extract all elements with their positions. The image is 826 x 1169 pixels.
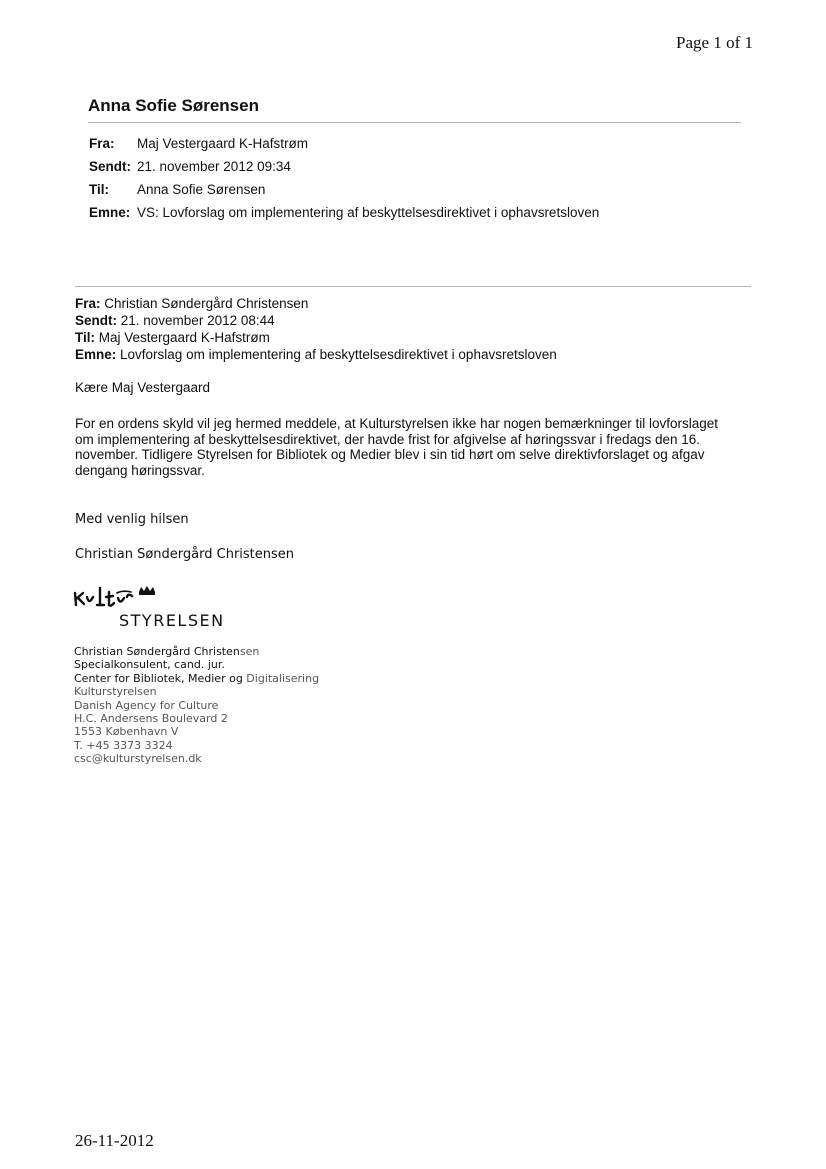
signature-title: Specialkonsulent, cand. jur. [74, 658, 225, 672]
sent-label: Sendt: [89, 159, 131, 174]
signature-city: 1553 København V [74, 725, 179, 739]
inner-sent-row [75, 312, 275, 329]
sent-value: 21. november 2012 09:34 [137, 159, 291, 174]
from-label: Fra: [75, 296, 101, 311]
inner-to-row [75, 329, 270, 346]
signature-name-part: sen [239, 645, 260, 658]
signature-org-english: Danish Agency for Culture [74, 698, 219, 712]
subject-value: Lovforslag om implementering af beskyttelsesdirektivet i ophavsretsloven [120, 347, 557, 362]
signature-name [74, 645, 319, 658]
recipient-name-heading: Anna Sofie Sørensen [88, 96, 259, 115]
subject-value: VS: Lovforslag om implementering af beskyttelsesdirektivet i ophavsretsloven [137, 205, 600, 220]
signature-email: csc@kulturstyrelsen.dk [74, 752, 202, 766]
divider [75, 286, 751, 287]
closing: Med venlig hilsen [75, 512, 189, 527]
body-line: dengang høringssvar. [75, 462, 205, 478]
kultur-logo-icon [73, 583, 193, 613]
page-number: Page 1 of 1 [676, 33, 753, 52]
logo-wordmark: STYRELSEN [119, 611, 225, 630]
body-line: november. Tidligere Styrelsen for Bibliotek og Medier blev i sin tid hørt om selve direktivforslaget og afgav [75, 447, 705, 462]
inner-from-row [75, 295, 308, 312]
signature-department [74, 672, 319, 685]
body-line: om implementering af beskyttelsesdirektivet, der havde frist for afgivelse af høringssvar i fredags den 16. [75, 431, 701, 447]
signature-department-part: Digitalisering [242, 671, 320, 685]
signature-street: H.C. Andersens Boulevard 2 [74, 712, 228, 726]
divider [88, 122, 741, 123]
subject-label: Emne: [89, 205, 131, 220]
to-label: Til: [75, 330, 95, 345]
to-label: Til: [89, 182, 109, 197]
signature-name-part: Christian Søndergård Christen [74, 645, 240, 658]
salutation: Kære Maj Vestergaard [75, 380, 211, 395]
sender-name: Christian Søndergård Christensen [75, 547, 295, 562]
footer-date: 26-11-2012 [75, 1131, 154, 1150]
inner-subject-row [75, 346, 557, 363]
outer-sent-row [89, 159, 291, 174]
signature-department-part: Center for Bibliotek, Medier og [74, 671, 243, 685]
body-paragraph [75, 416, 755, 478]
subject-label: Emne: [75, 347, 117, 362]
signature-phone: T. +45 3373 3324 [74, 738, 173, 752]
sent-label: Sendt: [75, 313, 117, 328]
signature-block [74, 645, 319, 766]
to-value: Maj Vestergaard K-Hafstrøm [98, 330, 270, 345]
outer-from-row [89, 136, 308, 151]
from-value: Christian Søndergård Christensen [104, 296, 309, 311]
outer-to-row [89, 182, 265, 197]
outer-subject-row [89, 205, 599, 220]
from-label: Fra: [89, 136, 115, 151]
signature-org: Kulturstyrelsen [74, 685, 157, 699]
to-value: Anna Sofie Sørensen [137, 182, 266, 197]
body-line: For en ordens skyld vil jeg hermed meddele, at Kulturstyrelsen ikke har nogen bemærkninger til lovforslaget [75, 416, 719, 431]
sent-value: 21. november 2012 08:44 [120, 313, 275, 328]
from-value: Maj Vestergaard K-Hafstrøm [137, 136, 309, 151]
